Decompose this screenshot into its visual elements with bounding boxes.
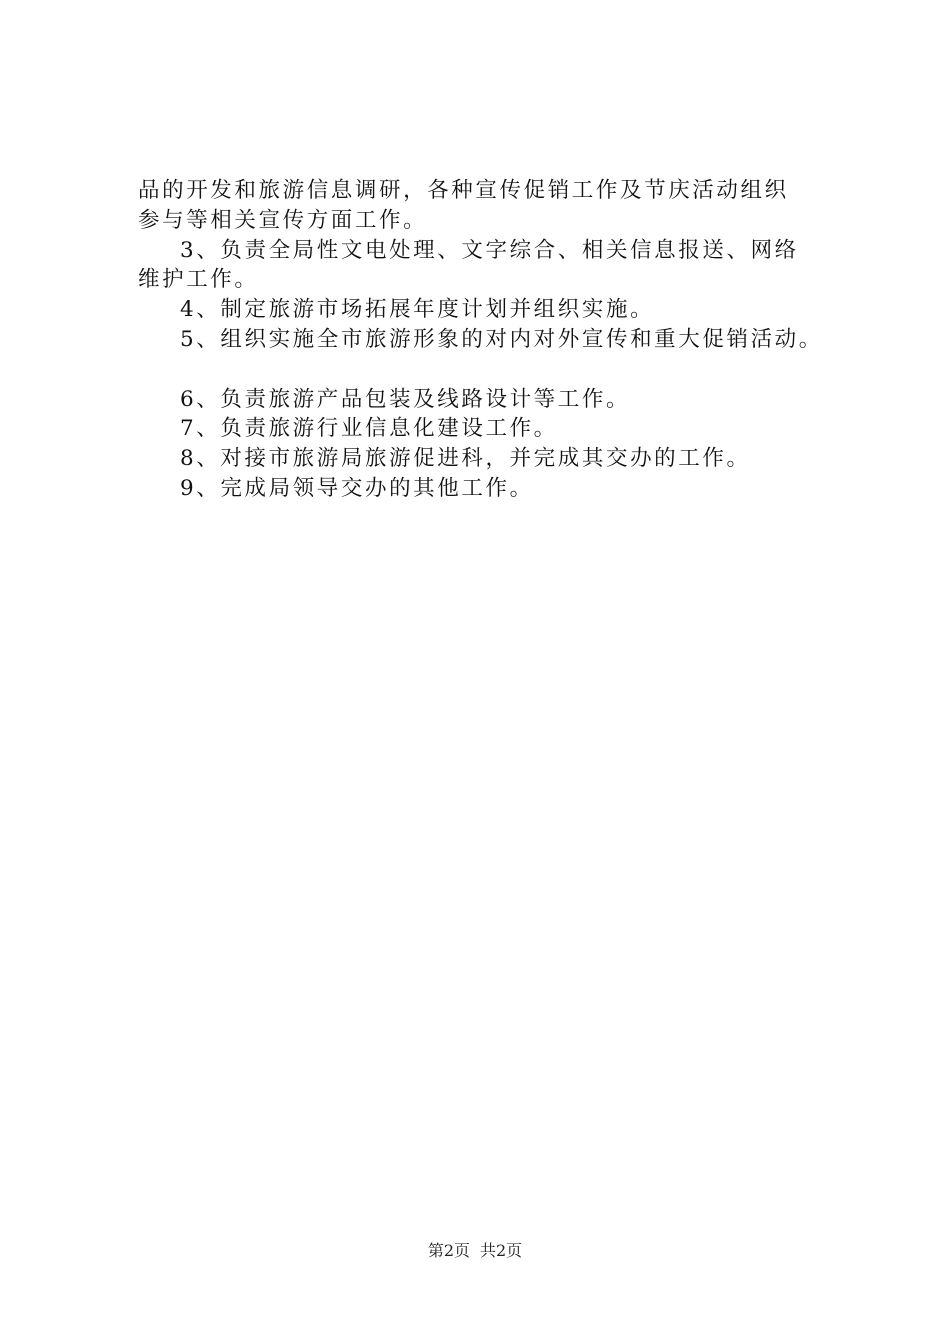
list-item-8: 8、对接市旅游局旅游促进科，并完成其交办的工作。 — [180, 446, 751, 472]
list-item-9: 9、完成局领导交办的其他工作。 — [180, 475, 534, 501]
list-item-6: 6、负责旅游产品包装及线路设计等工作。 — [180, 386, 631, 412]
list-item-5: 5、组织实施全市旅游形象的对内对外宣传和重大促销活动。 — [180, 326, 823, 352]
list-item-4: 4、制定旅游市场拓展年度计划并组织实施。 — [180, 297, 655, 323]
page-number: 第2页 — [427, 1241, 470, 1260]
page-footer — [0, 1241, 950, 1261]
list-item-7: 7、负责旅游行业信息化建设工作。 — [180, 416, 558, 442]
paragraph-line: 维护工作。 — [138, 267, 259, 293]
page-total: 共2页 — [480, 1241, 523, 1260]
blank-line — [138, 355, 838, 385]
document-body — [138, 176, 838, 504]
list-item-3: 3、负责全局性文电处理、文字综合、相关信息报送、网络 — [180, 237, 799, 263]
paragraph-line: 参与等相关宣传方面工作。 — [138, 207, 428, 233]
paragraph-line: 品的开发和旅游信息调研，各种宣传促销工作及节庆活动组织 — [138, 178, 789, 203]
